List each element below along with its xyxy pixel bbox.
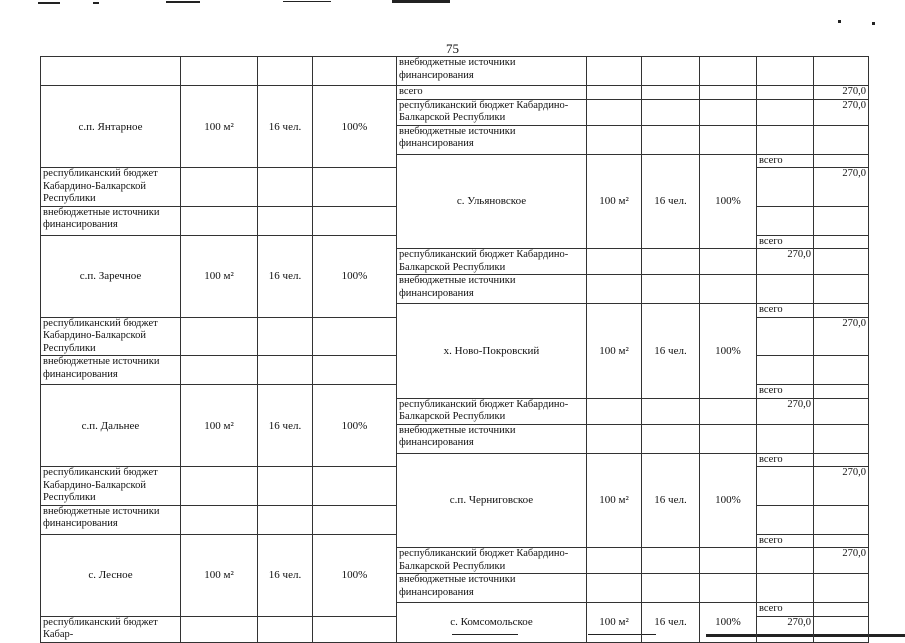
people-value: 16 чел. xyxy=(642,154,700,249)
source-label: всего xyxy=(757,304,814,318)
source-label: внебюджетные источники финансирования xyxy=(41,356,181,385)
empty-cell xyxy=(700,548,757,574)
empty-cell xyxy=(757,505,814,534)
empty-cell xyxy=(258,505,313,534)
settlement-name: с. Ульяновское xyxy=(397,154,587,249)
source-label: внебюджетные источники финансирования xyxy=(397,424,587,453)
percent-value: 100% xyxy=(313,534,397,616)
empty-cell xyxy=(258,467,313,506)
scan-artifact xyxy=(872,22,875,25)
empty-cell xyxy=(181,168,258,207)
people-value: 16 чел. xyxy=(642,603,700,643)
amount-cell: 270,0 xyxy=(757,398,814,424)
settlement-name: с.п. Черниговское xyxy=(397,453,587,548)
empty-cell xyxy=(587,548,642,574)
settlement-name: с. Лесное xyxy=(41,534,181,616)
empty-cell xyxy=(814,356,869,385)
percent-value: 100% xyxy=(700,453,757,548)
amount-cell xyxy=(757,99,814,125)
area-value: 100 м² xyxy=(587,304,642,399)
people-value: 16 чел. xyxy=(258,385,313,467)
source-label: республиканский бюджет Кабардино-Балкарской Республики xyxy=(397,249,587,275)
empty-cell xyxy=(814,154,869,168)
amount-cell: 270,0 xyxy=(757,616,814,642)
empty-cell xyxy=(700,574,757,603)
empty-cell xyxy=(814,304,869,318)
empty-cell xyxy=(814,275,869,304)
source-label: республиканский бюджет Кабардино-Балкарской Республики xyxy=(397,548,587,574)
source-label: внебюджетные источники финансирования xyxy=(41,206,181,235)
source-label: республиканский бюджет Кабардино-Балкарской Республики xyxy=(41,317,181,356)
empty-cell xyxy=(700,86,757,100)
scan-artifact xyxy=(166,1,200,3)
empty-cell xyxy=(587,249,642,275)
empty-cell xyxy=(587,275,642,304)
empty-cell xyxy=(700,125,757,154)
empty-cell xyxy=(181,57,258,86)
empty-cell xyxy=(642,574,700,603)
empty-cell xyxy=(700,275,757,304)
empty-cell xyxy=(814,505,869,534)
empty-cell xyxy=(757,424,814,453)
amount-cell: 270,0 xyxy=(814,317,869,356)
amount-cell xyxy=(814,616,869,642)
source-label: внебюджетные источники финансирования xyxy=(397,125,587,154)
source-label: республиканский бюджет Кабардино-Балкарской Республики xyxy=(41,467,181,506)
amount-cell: 270,0 xyxy=(814,548,869,574)
scan-artifact xyxy=(38,2,60,4)
empty-cell xyxy=(258,206,313,235)
percent-value: 100% xyxy=(700,154,757,249)
source-label: всего xyxy=(757,453,814,467)
people-value: 16 чел. xyxy=(258,534,313,616)
amount-cell: 270,0 xyxy=(814,99,869,125)
empty-cell xyxy=(313,467,397,506)
source-label: республиканский бюджет Кабардино-Балкарской Республики xyxy=(397,99,587,125)
empty-cell xyxy=(313,317,397,356)
empty-cell xyxy=(41,57,181,86)
area-value: 100 м² xyxy=(181,235,258,317)
empty-cell xyxy=(313,505,397,534)
source-label: республиканский бюджет Кабардино-Балкарской Республики xyxy=(41,168,181,207)
empty-cell xyxy=(642,125,700,154)
empty-cell xyxy=(587,424,642,453)
empty-cell xyxy=(814,125,869,154)
amount-cell xyxy=(757,548,814,574)
people-value: 16 чел. xyxy=(258,235,313,317)
percent-value: 100% xyxy=(313,235,397,317)
empty-cell xyxy=(258,616,313,642)
source-label: всего xyxy=(757,603,814,617)
empty-cell xyxy=(587,86,642,100)
area-value: 100 м² xyxy=(587,154,642,249)
percent-value: 100% xyxy=(700,304,757,399)
empty-cell xyxy=(814,603,869,617)
empty-cell xyxy=(642,99,700,125)
amount-cell: 270,0 xyxy=(814,467,869,506)
empty-cell xyxy=(181,356,258,385)
empty-cell xyxy=(642,249,700,275)
empty-cell xyxy=(757,574,814,603)
empty-cell xyxy=(587,574,642,603)
source-label: всего xyxy=(757,534,814,548)
settlement-name: с.п. Янтарное xyxy=(41,86,181,168)
empty-cell xyxy=(642,424,700,453)
source-label: внебюджетные источники финансирования xyxy=(41,505,181,534)
empty-cell xyxy=(757,125,814,154)
empty-cell xyxy=(700,57,757,86)
area-value: 100 м² xyxy=(181,385,258,467)
empty-cell xyxy=(814,206,869,235)
people-value: 16 чел. xyxy=(642,453,700,548)
empty-cell xyxy=(814,57,869,86)
source-label: всего xyxy=(757,385,814,399)
percent-value: 100% xyxy=(313,86,397,168)
amount-cell xyxy=(757,168,814,207)
amount-cell xyxy=(757,467,814,506)
table-row xyxy=(41,57,869,86)
empty-cell xyxy=(700,249,757,275)
amount-cell xyxy=(757,317,814,356)
area-value: 100 м² xyxy=(181,86,258,168)
scan-artifact xyxy=(392,0,450,3)
empty-cell xyxy=(258,168,313,207)
empty-cell xyxy=(258,356,313,385)
empty-cell xyxy=(757,356,814,385)
empty-cell xyxy=(642,57,700,86)
empty-cell xyxy=(181,505,258,534)
area-value: 100 м² xyxy=(587,453,642,548)
empty-cell xyxy=(587,99,642,125)
empty-cell xyxy=(814,385,869,399)
empty-cell xyxy=(642,398,700,424)
amount-cell xyxy=(757,86,814,100)
people-value: 16 чел. xyxy=(642,304,700,399)
empty-cell xyxy=(587,125,642,154)
budget-table xyxy=(40,56,869,643)
empty-cell xyxy=(642,275,700,304)
scan-artifact xyxy=(283,1,331,2)
empty-cell xyxy=(181,206,258,235)
empty-cell xyxy=(814,534,869,548)
amount-cell: 270,0 xyxy=(814,86,869,100)
source-label: республиканский бюджет Кабардино-Балкарской Республики xyxy=(397,398,587,424)
empty-cell xyxy=(700,398,757,424)
amount-cell xyxy=(814,398,869,424)
source-label: внебюджетные источники финансирования xyxy=(397,275,587,304)
source-label: внебюджетные источники финансирования xyxy=(397,57,587,86)
amount-cell xyxy=(814,249,869,275)
empty-cell xyxy=(814,235,869,249)
scan-artifact xyxy=(838,20,841,23)
table-row xyxy=(41,86,869,100)
empty-cell xyxy=(181,616,258,642)
amount-cell: 270,0 xyxy=(814,168,869,207)
source-label: республиканский бюджет Кабар- xyxy=(41,616,181,642)
empty-cell xyxy=(700,424,757,453)
empty-cell xyxy=(313,616,397,642)
source-label: всего xyxy=(757,154,814,168)
source-label: внебюджетные источники финансирования xyxy=(397,574,587,603)
empty-cell xyxy=(313,57,397,86)
empty-cell xyxy=(587,57,642,86)
settlement-name: с. Комсомольское xyxy=(397,603,587,643)
amount-cell: 270,0 xyxy=(757,249,814,275)
empty-cell xyxy=(313,206,397,235)
empty-cell xyxy=(181,317,258,356)
people-value: 16 чел. xyxy=(258,86,313,168)
empty-cell xyxy=(587,398,642,424)
empty-cell xyxy=(642,86,700,100)
source-label: всего xyxy=(757,235,814,249)
source-label: всего xyxy=(397,86,587,100)
empty-cell xyxy=(814,453,869,467)
settlement-name: х. Ново-Покровский xyxy=(397,304,587,399)
empty-cell xyxy=(700,99,757,125)
empty-cell xyxy=(258,57,313,86)
empty-cell xyxy=(258,317,313,356)
settlement-name: с.п. Дальнее xyxy=(41,385,181,467)
empty-cell xyxy=(757,206,814,235)
scan-artifact xyxy=(93,2,99,4)
empty-cell xyxy=(814,574,869,603)
empty-cell xyxy=(313,356,397,385)
empty-cell xyxy=(757,275,814,304)
page-number: 75 xyxy=(446,41,459,56)
percent-value: 100% xyxy=(313,385,397,467)
area-value: 100 м² xyxy=(587,603,642,643)
empty-cell xyxy=(313,168,397,207)
empty-cell xyxy=(642,548,700,574)
empty-cell xyxy=(181,467,258,506)
area-value: 100 м² xyxy=(181,534,258,616)
empty-cell xyxy=(814,424,869,453)
percent-value: 100% xyxy=(700,603,757,643)
empty-cell xyxy=(757,57,814,86)
settlement-name: с.п. Заречное xyxy=(41,235,181,317)
